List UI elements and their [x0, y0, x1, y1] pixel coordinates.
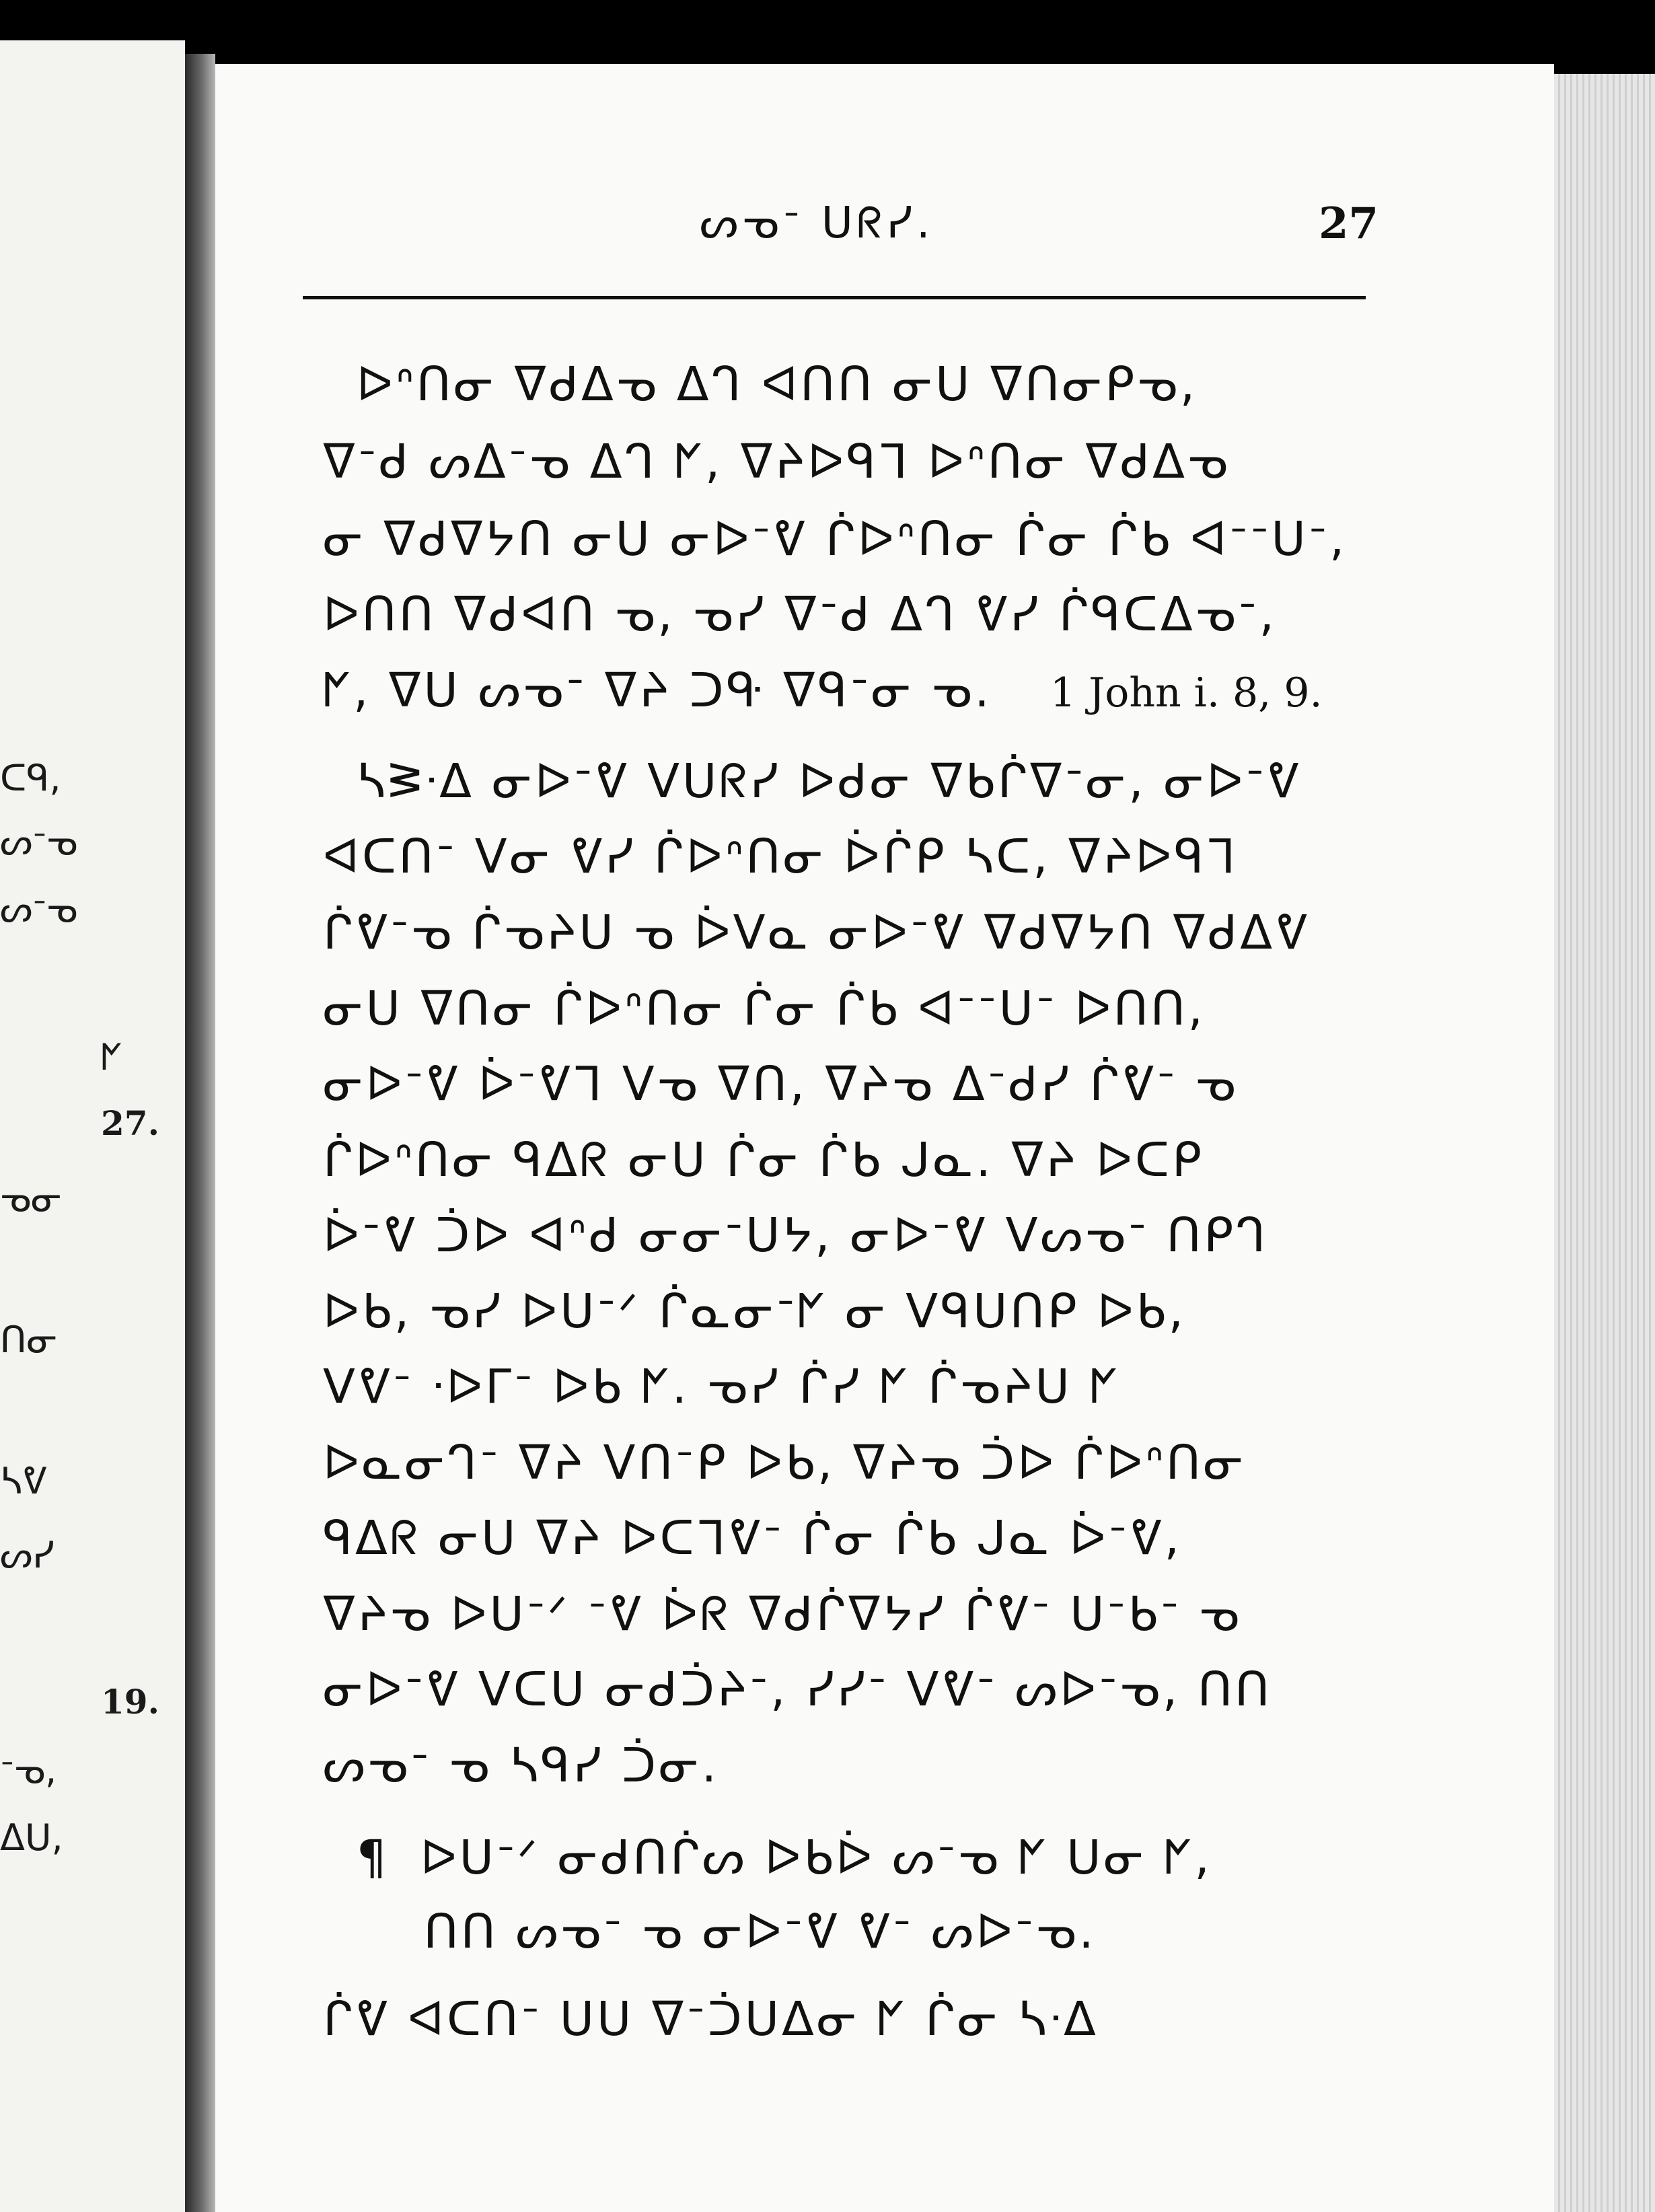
text-line: ᐁᐨᑯ ᔕᐃᐨᓀ ᐃᒉ ᖼ, ᐁᔨᐅᑫᒣ ᐅᐢᑎᓂ ᐁᑯᐃᓀ [323, 434, 1230, 489]
text-line-content: ᖼ, ᐁᑌ ᔕᓀᐨ ᐁᔨ ᑐᑵ ᐁᑫᐨᓂ ᓀ. [323, 663, 992, 718]
text-line: ᓂᑌ ᐁᑎᓂ ᒌᐅᐢᑎᓂ ᒌᓂ ᒌᑲ ᐊᐨᐨᑌᐨ ᐅᑎᑎ, [323, 981, 1206, 1036]
text-line: ᐅᑲ, ᓀᓯ ᐅᑌᐨᐟ ᒌᓇᓂᐨᖼ ᓂ ᐯᑫᑌᑎᑭ ᐅᑲ, [323, 1284, 1186, 1339]
text-line: ᐅᓇᓂᒉᐨ ᐁᔨ ᐯᑎᐨᑭ ᐅᑲ, ᐁᔨᓀ ᑑᐅ ᒌᐅᐢᑎᓂ [323, 1435, 1247, 1490]
text-line: ᐅᑎᑎ ᐁᑯᐊᑎ ᓀ, ᓀᓯ ᐁᐨᑯ ᐃᒉ ᕓᓯ ᒌᑫᑕᐃᓀᐨ, [323, 587, 1277, 642]
text-line: ᓴᕒᐧᐃ ᓂᐅᐨᕓ ᐯᑌᖇᓯ ᐅᑯᓂ ᐁᑲᒌᐁᐨᓂ, ᓂᐅᐨᕓ [357, 753, 1302, 809]
text-line: ᐆᐨᕓ ᑑᐅ ᐊᐢᑯ ᓂᓂᐨᑌᔭ, ᓂᐅᐨᕓ ᐯᔕᓀᐨ ᑎᑭᒉ [323, 1208, 1269, 1263]
left-page-number-fragment: 27. [101, 1103, 159, 1143]
left-fragment: ᓀᓂ [0, 1177, 62, 1220]
text-line: ᐁᔨᓀ ᐅᑌᐨᐟ ᐨᕓ ᐆᖇ ᐁᑯᒌᐁᔭᓯ ᒌᕓᐨ ᑌᐨᑲᐨ ᓀ [323, 1586, 1242, 1642]
left-fragment: ᔕᐨᓀ [0, 888, 78, 930]
text-line: ᐊᑕᑎᐨ ᐯᓂ ᕓᓯ ᒌᐅᐢᑎᓂ ᐆᒌᑭ ᓴᑕ, ᐁᔨᐅᑫᒣ [323, 829, 1239, 884]
left-fragment: ᖼ [101, 1036, 122, 1078]
text-line: ᒌᐅᐢᑎᓂ ᑫᐃᖇ ᓂᑌ ᒌᓂ ᒌᑲ ᒍᓇ. ᐁᔨ ᐅᑕᑭ [323, 1132, 1204, 1187]
page-edges [1554, 74, 1655, 2212]
text-line: ᓂᐅᐨᕓ ᐯᑕᑌ ᓂᑯᑑᔨᐨ, ᓯᓯᐨ ᐯᕓᐨ ᔕᐅᐨᓀ, ᑎᑎ [323, 1662, 1272, 1717]
left-fragment: ᐨᓀ, [0, 1749, 57, 1792]
text-line [323, 663, 1372, 718]
left-fragment: ᔕᐨᓀ [0, 821, 78, 863]
left-fragment: ᓴᕓ [0, 1460, 47, 1502]
left-verse-number-fragment: 19. [101, 1682, 159, 1722]
text-line: ᐅᐢᑎᓂ ᐁᑯᐃᓀ ᐃᒉ ᐊᑎᑎ ᓂᑌ ᐁᑎᓂᑭᓀ, [357, 357, 1198, 412]
text-line: ᓂᐅᐨᕓ ᐆᐨᕓᒣ ᐯᓀ ᐁᑎ, ᐁᔨᓀ ᐃᐨᑯᓯ ᒌᕓᐨ ᓀ [323, 1056, 1239, 1111]
header-rule [303, 296, 1366, 299]
scripture-reference: 1 John i. 8, 9. [1050, 669, 1323, 716]
text-line: ᔕᓀᐨ ᓀ ᓴᑫᓯ ᑑᓂ. [323, 1738, 719, 1793]
text-line: ᒌᕓ ᐊᑕᑎᐨ ᑌᑌ ᐁᐨᑑᑌᐃᓂ ᖼ ᒌᓂ ᓴᐧᐃ [323, 1991, 1099, 2047]
text-line: ᒌᕓᐨᓀ ᒌᓀᔨᑌ ᓀ ᐆᐯᓇ ᓂᐅᐨᕓ ᐁᑯᐁᔭᑎ ᐁᑯᐃᕓ [323, 905, 1310, 960]
text-line: ᓂ ᐁᑯᐁᔭᑎ ᓂᑌ ᓂᐅᐨᕓ ᒌᐅᐢᑎᓂ ᒌᓂ ᒌᑲ ᐊᐨᐨᑌᐨ, [323, 511, 1348, 566]
text-line-content: ᐅᑌᐨᐟ ᓂᑯᑎᒌᔕ ᐅᑲᐆ ᔕᐨᓀ ᖼ ᑌᓂ ᖼ, [420, 1830, 1212, 1885]
left-fragment: ᑕᑫ, [0, 757, 61, 799]
left-facing-page [0, 40, 185, 2212]
left-fragment: ᑎᓂ [0, 1319, 58, 1361]
text-line: ᐯᕓᐨ ᐧᐅᒥᐨ ᐅᑲ ᖼ. ᓀᓯ ᒌᓯ ᖼ ᒌᓀᔨᑌ ᖼ [323, 1359, 1121, 1414]
text-line: ᑫᐃᖇ ᓂᑌ ᐁᔨ ᐅᑕᒣᕓᐨ ᒌᓂ ᒌᑲ ᒍᓇ ᐆᐨᕓ, [323, 1510, 1182, 1565]
text-line [357, 1830, 1406, 1886]
page-number: 27 [1319, 198, 1379, 249]
text-line: ᑎᑎ ᔕᓀᐨ ᓀ ᓂᐅᐨᕓ ᕓᐨ ᔕᐅᐨᓀ. [424, 1904, 1097, 1959]
book-gutter [185, 54, 215, 2212]
running-header-title: ᔕᓀᐨ ᑌᖇᓯ. [700, 198, 934, 248]
pilcrow-mark: ¶ [357, 1830, 390, 1885]
left-fragment: ᐃᑌ, [0, 1816, 63, 1859]
left-fragment: ᔕᓯ [0, 1534, 54, 1576]
